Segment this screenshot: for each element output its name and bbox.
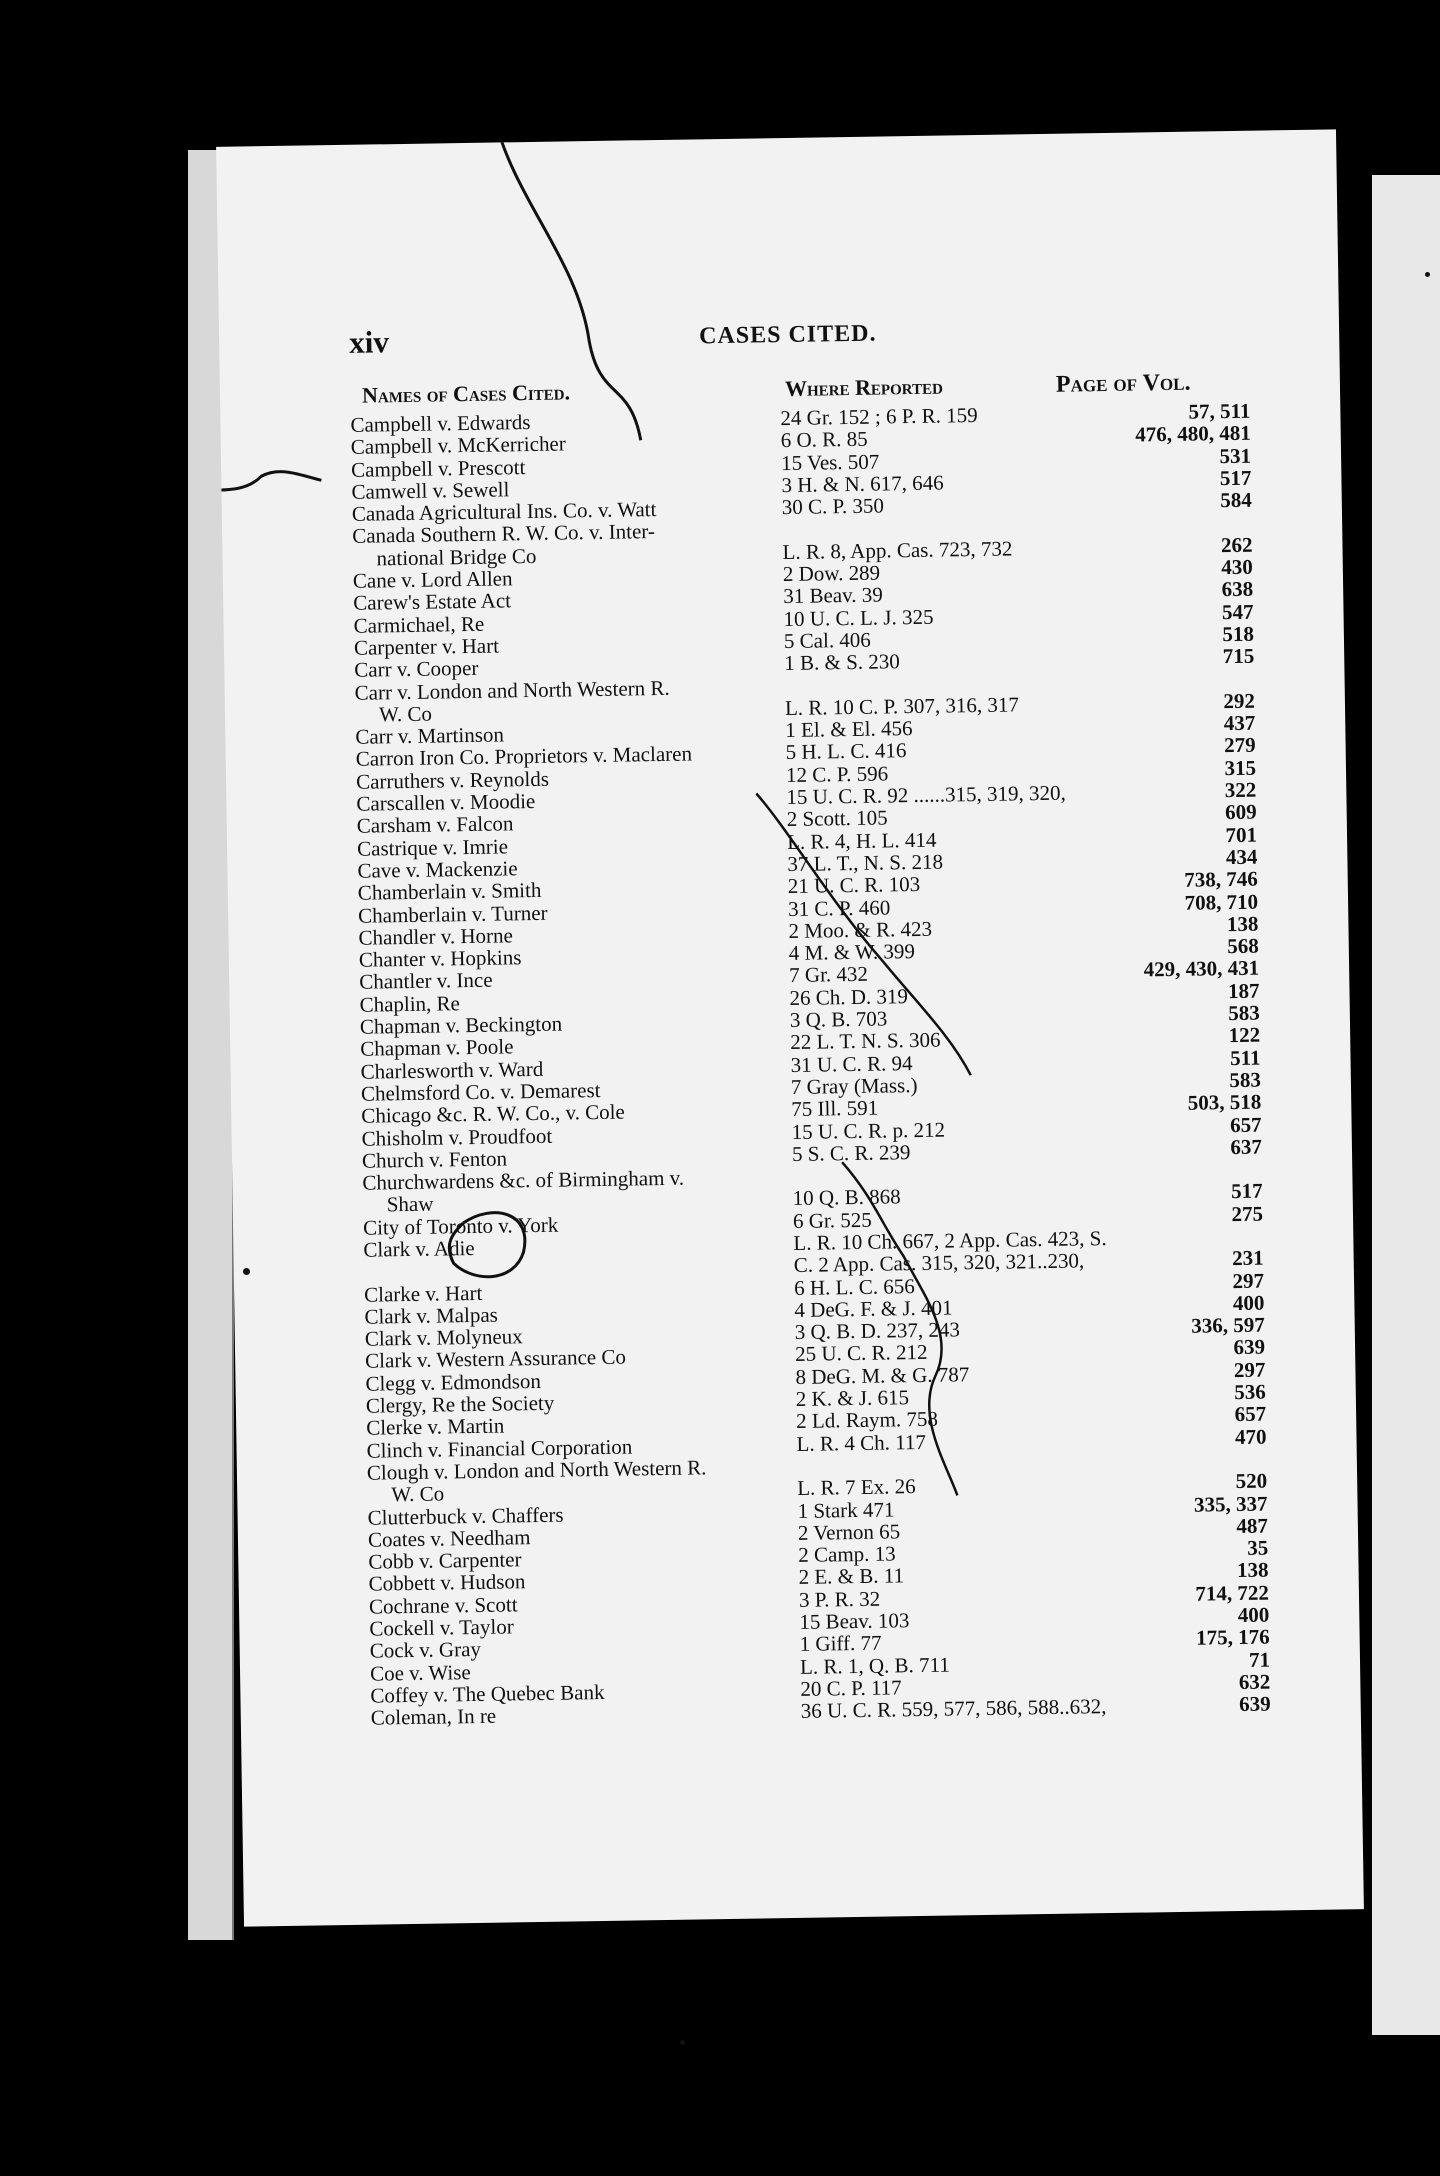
case-name: Chamberlain v. Smith: [357, 878, 542, 906]
case-name: Clegg v. Edmondson: [365, 1368, 542, 1396]
case-name: Chapman v. Poole: [360, 1034, 514, 1062]
where-reported: 31 C. P. 460: [787, 894, 891, 921]
case-name: Campbell v. Prescott: [350, 454, 526, 482]
where-reported: 15 Beav. 103: [799, 1608, 910, 1634]
case-name: Clarke v. Hart: [363, 1280, 483, 1307]
page-of-volume: 657: [1229, 1112, 1262, 1137]
case-name: Clinch v. Financial Corporation: [366, 1434, 633, 1463]
page-of-volume: 430: [1221, 554, 1254, 580]
page-of-volume: 517: [1219, 465, 1252, 491]
where-reported: 5 H. L. C. 416: [785, 738, 907, 765]
where-reported: L. R. 10 C. P. 307, 316, 317: [784, 692, 1020, 720]
page-of-volume: 547: [1221, 599, 1254, 624]
where-reported: 2 Ld. Raym. 758: [795, 1407, 939, 1434]
where-reported: 1 El. & El. 456: [785, 716, 913, 743]
where-reported: 31 Beav. 39: [783, 582, 883, 609]
where-reported: 15 Ves. 507: [780, 449, 880, 475]
case-name: Carr v. London and North Western R.: [354, 675, 670, 705]
page-of-volume: 715: [1222, 643, 1255, 669]
where-reported: C. 2 App. Cas. 315, 320, 321..230,: [793, 1248, 1085, 1278]
cases-table: [350, 399, 1271, 1728]
case-name: Carsham v. Falcon: [356, 811, 514, 839]
where-reported: 10 U. C. L. J. 325: [783, 604, 934, 631]
where-reported: 6 H. L. C. 656: [793, 1273, 916, 1300]
adjacent-page-edge: [1372, 175, 1440, 2035]
where-reported: 25 U. C. R. 212: [794, 1340, 928, 1367]
case-name: Campbell v. McKerricher: [350, 431, 566, 460]
page-of-volume: 503, 518: [1187, 1089, 1262, 1115]
where-reported: 3 P. R. 32: [798, 1586, 881, 1612]
case-name: Chamberlain v. Turner: [357, 900, 548, 928]
case-name: Chandler v. Horne: [358, 923, 514, 950]
page-of-volume: 470: [1234, 1424, 1267, 1449]
where-reported: 4 DeG. F. & J. 401: [794, 1295, 953, 1322]
where-reported: 26 Ch. D. 319: [789, 983, 909, 1010]
page-of-volume: 336, 597: [1191, 1312, 1265, 1338]
page-of-volume: 297: [1232, 1268, 1265, 1293]
case-name: W. Co: [391, 1481, 445, 1507]
where-reported: 15 U. C. R. 92 ......315, 319, 320,: [786, 780, 1066, 810]
case-name: Castrique v. Imrie: [356, 834, 509, 861]
page-of-volume: 138: [1236, 1557, 1269, 1583]
page-of-volume: 520: [1235, 1468, 1268, 1494]
where-reported: 30 C. P. 350: [781, 493, 885, 520]
case-name: Cochrane v. Scott: [368, 1592, 518, 1619]
case-name: Cock v. Gray: [369, 1637, 482, 1664]
where-reported: 2 Camp. 13: [798, 1541, 896, 1568]
where-reported: 2 Moo. & R. 423: [788, 916, 933, 943]
page-of-volume: 57, 511: [1188, 398, 1251, 424]
case-name: Cobbett v. Hudson: [368, 1569, 526, 1597]
where-reported: 1 B. & S. 230: [784, 649, 900, 676]
case-name: Clutterbuck v. Chaffers: [367, 1502, 564, 1530]
book-page: [216, 129, 1364, 1926]
where-reported: 15 U. C. R. p. 212: [791, 1117, 946, 1144]
case-name: national Bridge Co: [376, 543, 537, 571]
ink-speck: [680, 2040, 685, 2045]
ink-speck: [243, 1268, 250, 1275]
page-of-volume: 437: [1223, 710, 1256, 736]
case-name: Church v. Fenton: [361, 1146, 508, 1173]
case-name: Cane v. Lord Allen: [352, 566, 513, 593]
page-of-volume: 322: [1224, 777, 1257, 803]
page-of-volume: 279: [1223, 733, 1256, 758]
where-reported: L. R. 10 Ch. 667, 2 App. Cas. 423, S.: [793, 1226, 1107, 1255]
where-reported: 2 Dow. 289: [782, 560, 881, 587]
page-of-volume: 701: [1225, 822, 1258, 847]
case-name: Carscallen v. Moodie: [356, 789, 536, 816]
page-of-volume: 583: [1228, 1000, 1261, 1026]
page-of-volume: 639: [1233, 1335, 1266, 1360]
page-of-volume: 292: [1223, 688, 1256, 714]
where-reported: 2 E. & B. 11: [798, 1563, 905, 1590]
where-reported: 36 U. C. R. 559, 577, 586, 588..632,: [800, 1694, 1107, 1724]
column-header-where-reported: Where Reported: [784, 373, 944, 401]
page-of-volume: 71: [1248, 1647, 1271, 1672]
case-name: Charlesworth v. Ward: [360, 1056, 544, 1084]
where-reported: 2 Vernon 65: [797, 1519, 901, 1545]
page-of-volume: 518: [1222, 621, 1255, 647]
page-of-volume: 637: [1230, 1134, 1263, 1159]
page-of-volume: 476, 480, 481: [1135, 420, 1251, 447]
case-name: Clerke v. Martin: [366, 1413, 505, 1441]
case-name: Carmichael, Re: [353, 611, 485, 638]
where-reported: 7 Gray (Mass.): [790, 1072, 918, 1099]
case-name: City of Toronto v. York: [362, 1212, 559, 1240]
case-name: Carr v. Martinson: [355, 722, 505, 749]
page-of-volume: 315: [1224, 755, 1257, 780]
case-name: Cockell v. Taylor: [369, 1614, 514, 1641]
where-reported: L. R. 1, Q. B. 711: [799, 1652, 950, 1679]
page-of-volume: 35: [1247, 1535, 1269, 1561]
page-of-volume: 187: [1227, 978, 1260, 1003]
ink-speck: [1425, 272, 1430, 277]
case-name: Canada Agricultural Ins. Co. v. Watt: [351, 497, 657, 527]
page-of-volume: 632: [1238, 1669, 1271, 1694]
case-name: Clark v. Molyneux: [364, 1324, 523, 1351]
case-name: Clark v. Western Assurance Co: [364, 1345, 627, 1374]
case-name: Carruthers v. Reynolds: [355, 766, 550, 794]
where-reported: 2 Scott. 105: [786, 805, 888, 832]
case-name: Campbell v. Edwards: [350, 410, 531, 437]
where-reported: 21 U. C. R. 103: [787, 872, 921, 899]
case-name: Carron Iron Co. Proprietors v. Maclaren: [355, 741, 693, 772]
where-reported: 3 Q. B. 703: [789, 1006, 888, 1033]
page-of-volume: 434: [1225, 844, 1258, 870]
case-name: Chicago &c. R. W. Co., v. Cole: [361, 1099, 625, 1128]
page-of-volume: 275: [1231, 1201, 1264, 1226]
page-number: xiv: [348, 324, 390, 360]
case-name: Carpenter v. Hart: [353, 633, 500, 660]
page-of-volume: 609: [1224, 799, 1257, 825]
where-reported: 12 C. P. 596: [785, 761, 889, 787]
page-of-volume: 584: [1220, 487, 1252, 513]
page-of-volume: 738, 746: [1184, 866, 1258, 893]
where-reported: 20 C. P. 117: [800, 1675, 902, 1701]
page-of-volume: 122: [1228, 1022, 1261, 1048]
case-name: Clough v. London and North Western R.: [366, 1455, 707, 1485]
case-name: Shaw: [386, 1192, 434, 1217]
where-reported: L. R. 4 Ch. 117: [796, 1429, 927, 1456]
where-reported: 4 M. & W. 399: [788, 939, 916, 966]
where-reported: L. R. 4, H. L. 414: [786, 827, 937, 854]
case-name: Coates v. Needham: [367, 1524, 531, 1552]
where-reported: L. R. 8, App. Cas. 723, 732: [782, 536, 1013, 564]
running-head: CASES CITED.: [698, 320, 877, 350]
case-name: Clark v. Adie: [363, 1235, 475, 1262]
case-name: Coe v. Wise: [369, 1659, 471, 1686]
where-reported: 2 K. & J. 615: [795, 1385, 910, 1412]
case-name: Coleman, In re: [370, 1703, 497, 1730]
case-name: Camwell v. Sewell: [351, 477, 510, 504]
page-of-volume: 429, 430, 431: [1143, 956, 1260, 982]
page-of-volume: 297: [1233, 1357, 1266, 1382]
page-of-volume: 639: [1238, 1691, 1271, 1717]
where-reported: 75 Ill. 591: [791, 1095, 879, 1122]
case-name: Chaplin, Re: [359, 990, 461, 1017]
where-reported: 22 L. T. N. S. 306: [790, 1027, 941, 1055]
where-reported: 6 O. R. 85: [780, 427, 868, 453]
case-name: Cobb v. Carpenter: [368, 1547, 522, 1574]
page-of-volume: 511: [1229, 1045, 1261, 1070]
case-name: Carew's Estate Act: [353, 588, 512, 616]
where-reported: 10 Q. B. 868: [792, 1184, 901, 1211]
page-of-volume: 335, 337: [1193, 1491, 1268, 1517]
case-name: W. Co: [378, 701, 433, 727]
where-reported: 37 L. T., N. S. 218: [787, 849, 944, 876]
where-reported: L. R. 7 Ex. 26: [797, 1474, 916, 1501]
where-reported: 5 Cal. 406: [783, 627, 872, 654]
case-name: Clergy, Re the Society: [365, 1390, 555, 1418]
page-of-volume: 487: [1236, 1513, 1269, 1538]
case-name: Canada Southern R. W. Co. v. Inter-: [352, 519, 656, 549]
where-reported: 8 DeG. M. & G. 787: [795, 1361, 970, 1389]
where-reported: 6 Gr. 525: [792, 1207, 872, 1233]
page-of-volume: 175, 176: [1195, 1624, 1270, 1651]
page-of-volume: 400: [1232, 1290, 1265, 1315]
page-of-volume: 138: [1226, 911, 1259, 936]
page-header: [349, 311, 1240, 365]
case-name: Clark v. Malpas: [364, 1302, 499, 1329]
case-name: Chapman v. Beckington: [359, 1011, 563, 1039]
case-name: Chantler v. Ince: [359, 968, 493, 995]
case-name: Chelmsford Co. v. Demarest: [360, 1077, 601, 1106]
page-of-volume: 638: [1221, 577, 1254, 602]
where-reported: 1 Stark 471: [797, 1496, 895, 1523]
page-of-volume: 400: [1237, 1602, 1270, 1628]
page-of-volume: 708, 710: [1184, 889, 1259, 915]
page-of-volume: 231: [1231, 1245, 1264, 1271]
page-of-volume: 583: [1229, 1067, 1262, 1093]
where-reported: 3 H. & N. 617, 646: [781, 470, 944, 497]
page-of-volume: 536: [1234, 1379, 1266, 1405]
where-reported: 3 Q. B. D. 237, 243: [794, 1317, 961, 1345]
where-reported: 1 Giff. 77: [799, 1630, 882, 1657]
page-of-volume: 517: [1230, 1178, 1263, 1204]
page-of-volume: 531: [1219, 443, 1252, 468]
page-of-volume: 262: [1220, 532, 1253, 557]
column-header-page: Page of Vol.: [1055, 369, 1191, 398]
column-header-names: Names of Cases Cited.: [361, 379, 571, 408]
case-name: Coffey v. The Quebec Bank: [370, 1679, 605, 1708]
case-name: Churchwardens &c. of Birmingham v.: [362, 1165, 685, 1195]
case-name: Chisholm v. Proudfoot: [361, 1123, 553, 1151]
case-name: Cave v. Mackenzie: [357, 856, 518, 883]
page-of-volume: 714, 722: [1195, 1580, 1270, 1606]
page-of-volume: 657: [1234, 1401, 1267, 1427]
where-reported: 24 Gr. 152 ; 6 P. R. 159: [780, 402, 978, 431]
where-reported: 31 U. C. R. 94: [790, 1050, 913, 1077]
page-of-volume: 568: [1227, 933, 1259, 959]
case-name: Carr v. Cooper: [354, 656, 479, 683]
case-name: Chanter v. Hopkins: [358, 945, 522, 972]
where-reported: 5 S. C. R. 239: [791, 1139, 911, 1166]
where-reported: 7 Gr. 432: [788, 962, 869, 988]
